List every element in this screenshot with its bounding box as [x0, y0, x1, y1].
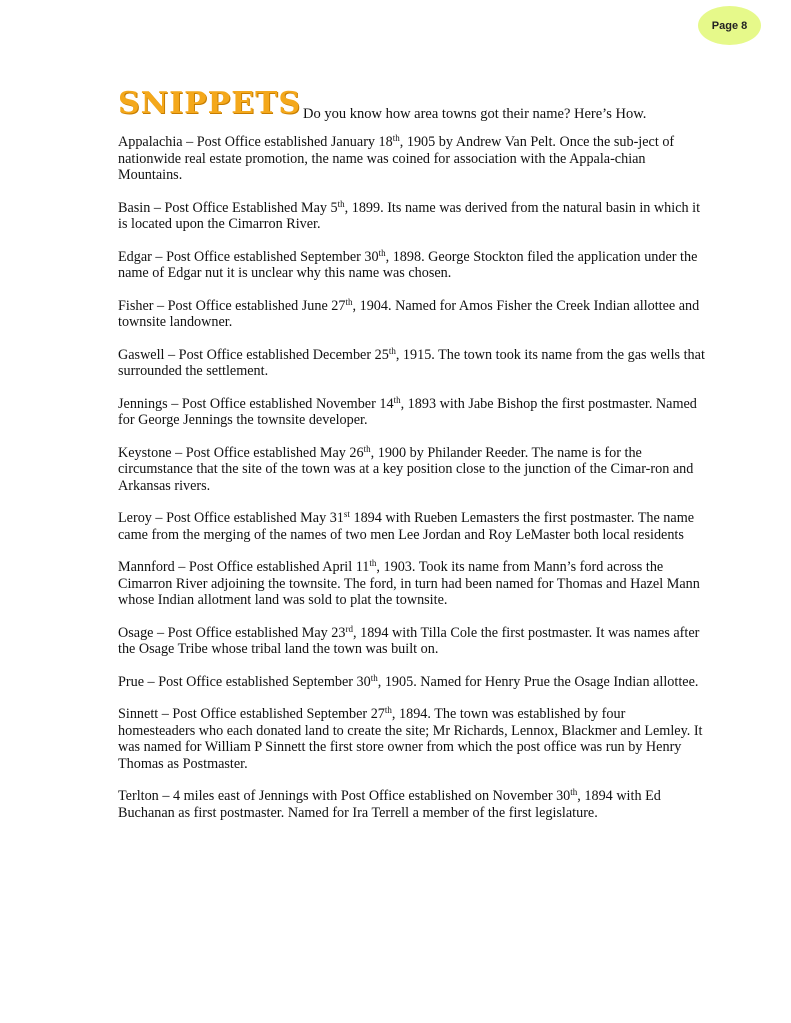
town-entry-osage: Osage – Post Office established May 23rd, 1894 with Tilla Cole the first postmaster. It was names after the Osage Tribe whose tribal land the town was built on.	[118, 623, 700, 657]
town-entry-appalachia: Appalachia – Post Office established January 18th, 1905 by Andrew Van Pelt. Once the sub-ject of nationwide real estate promotion, the name was coined for association with the Appala-chian Mountains.	[118, 133, 675, 183]
town-entry-mannford: Mannford – Post Office established April 11th, 1903. Took its name from Mann’s ford across the Cimarron River adjoining the townsite. The ford, in turn had been named for Thomas and Hazel Mann whose Indian allotment land was sold to plat the townsite.	[118, 558, 700, 608]
town-entry-sinnett: Sinnett – Post Office established September 27th, 1894. The town was established by four homesteaders who each donated land to create the site; Mr Richards, Lennox, Blackmer and Lemley. It was named for William P Sinnett the first store owner from which the post office was run by Henry Thomas as Postmaster.	[118, 705, 703, 772]
page-number-badge	[698, 6, 761, 45]
town-entry-edgar: Edgar – Post Office established September 30th, 1898. George Stockton filed the application under the name of Edgar nut it is unclear why this name was chosen.	[118, 247, 698, 281]
town-entry-leroy: Leroy – Post Office established May 31st 1894 with Rueben Lemasters the first postmaster. The name came from the merging of the names of two men Lee Jordan and Roy LeMaster both local residents	[118, 509, 695, 543]
section-title: SNIPPETS	[118, 86, 302, 121]
town-entry-terlton: Terlton – 4 miles east of Jennings with Post Office established on November 30th, 1894 with Ed Buchanan as first postmaster. Named for Ira Terrell a member of the first legislature.	[118, 787, 661, 821]
town-entry-basin: Basin – Post Office Established May 5th, 1899. Its name was derived from the natural basin in which it is located upon the Cimarron River.	[118, 198, 701, 232]
page-number: Page 8	[711, 19, 748, 32]
town-entry-gaswell: Gaswell – Post Office established December 25th, 1915. The town took its name from the gas wells that surrounded the settlement.	[118, 345, 705, 379]
town-entry-keystone: Keystone – Post Office established May 26th, 1900 by Philander Reeder. The name is for the circumstance that the site of the town was at a key position close to the junction of the Cimar-ron and Arkansas rivers.	[118, 443, 694, 494]
town-entry-jennings: Jennings – Post Office established November 14th, 1893 with Jabe Bishop the first postmaster. Named for George Jennings the townsite developer.	[118, 394, 697, 428]
section-subtitle: Do you know how area towns got their name? Here’s How.	[303, 106, 647, 122]
town-entry-prue: Prue – Post Office established September 30th, 1905. Named for Henry Prue the Osage Indian allottee.	[118, 672, 699, 690]
section-header	[118, 86, 718, 126]
town-entries	[118, 134, 706, 837]
town-entry-fisher: Fisher – Post Office established June 27th, 1904. Named for Amos Fisher the Creek Indian allottee and townsite landowner.	[118, 296, 700, 330]
